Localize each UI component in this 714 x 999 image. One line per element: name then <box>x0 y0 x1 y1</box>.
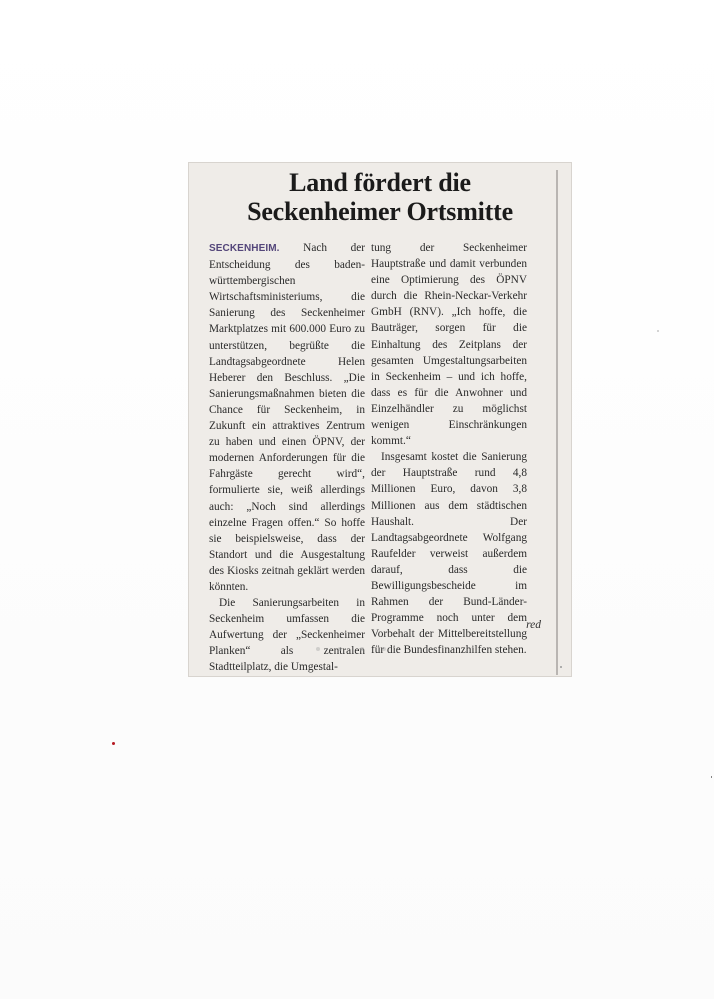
bleed-mark <box>316 647 320 651</box>
scan-speck <box>711 776 712 778</box>
headline-line-2: Seckenheimer Ortsmitte <box>247 197 513 226</box>
dateline: SECKENHEIM. <box>209 243 280 254</box>
bleed-through-marks <box>316 645 506 653</box>
newspaper-clipping <box>188 162 572 677</box>
scan-speck <box>560 666 562 668</box>
left-paragraph-1 <box>209 240 365 595</box>
right-paragraph-2: Insgesamt kostet die Sanierung der Hauptstraße rund 4,8 Millionen Euro, davon 3,8 Millionen aus dem städtischen Haushalt. Der Landtagsabgeordnete Wolfgang Raufelder verweist außerdem darauf, dass die Bewilligungsbescheide im Rahmen der Bund-Länder-Programme noch unter dem Vorbehalt der Mittelbereitstellung für die Bundesfinanzhilfen stehen. <box>371 451 527 657</box>
red-scan-speck <box>112 742 115 745</box>
scan-speck <box>657 330 659 332</box>
article-column-left <box>209 240 365 676</box>
article-column-right <box>371 240 527 658</box>
article-headline <box>226 168 534 226</box>
bleed-mark <box>338 647 342 651</box>
right-paragraph-1: tung der Seckenheimer Hauptstraße und damit verbunden eine Optimierung des ÖPNV durch die Rhein-Neckar-Verkehr GmbH (RNV). „Ich hoffe, die Bauträger, sorgen für die Einhaltung des Zeitplans der gesamten Umgestaltungsarbeiten in Seckenheim – und ich hoffe, dass es für die Anwohner und Einzelhändler zu möglichst wenigen Einschränkungen kommt.“ <box>371 242 527 448</box>
left-paragraph-2: Die Sanierungsarbeiten in Seckenheim umfassen die Aufwertung der „Seckenheimer Planken“ als zentralen Stadtteilplatz, die Umgestal- <box>209 597 365 674</box>
bleed-mark <box>382 647 386 651</box>
bleed-mark <box>360 647 364 651</box>
article-signature: red <box>526 619 541 631</box>
left-paragraph-1-text: Nach der Entscheidung des baden-württembergischen Wirtschaftsministeriums, die Sanierung des Seckenheimer Marktplatzes mit 600.000 Euro zu unterstützen, begrüßte die Landtagsabgeordnete Helen Heberer den Beschluss. „Die Sanierungsmaßnahmen bieten die Chance für Seckenheim, in Zukunft ein attraktives Zentrum zu haben und einen ÖPNV, der modernen Anforderungen für die Fahrgäste gerecht wird“, formulierte sie, weiß allerdings auch: „Noch sind allerdings einzelne Fragen offen.“ So hoffe sie beispielsweise, dass der Standort und die Ausgestaltung des Kiosks zeitnah geklärt werden könnten. <box>209 242 365 593</box>
headline-line-1: Land fördert die <box>289 168 471 197</box>
